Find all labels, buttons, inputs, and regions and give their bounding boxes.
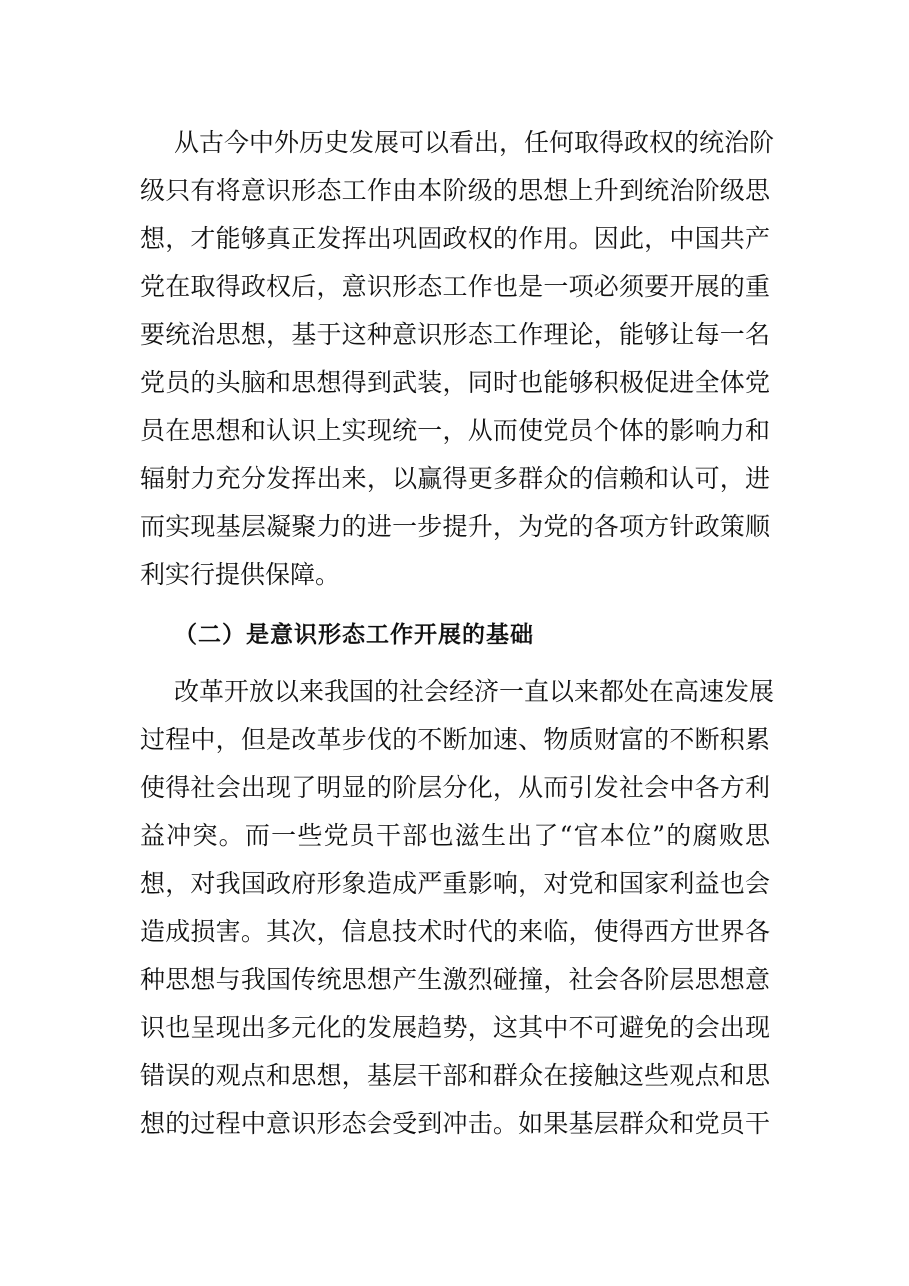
paragraph-line: 种思想与我国传统思想产生激烈碰撞，社会各阶层思想意 — [140, 965, 770, 994]
paragraph-line: 要统治思想，基于这种意识形态工作理论，能够让每一名 — [140, 320, 770, 349]
paragraph-line: 益冲突。而一些党员干部也滋生出了“官本位”的腐败思 — [140, 821, 770, 850]
paragraph-line: 员在思想和认识上实现统一，从而使党员个体的影响力和 — [140, 416, 770, 445]
paragraph-line: 而实现基层凝聚力的进一步提升，为党的各项方针政策顺 — [140, 512, 770, 541]
paragraph-line: 造成损害。其次，信息技术时代的来临，使得西方世界各 — [140, 917, 770, 946]
paragraph-line: 使得社会出现了明显的阶层分化，从而引发社会中各方利 — [140, 773, 770, 802]
paragraph-line: 想，对我国政府形象造成严重影响，对党和国家利益也会 — [140, 869, 770, 898]
paragraph-line: 改革开放以来我国的社会经济一直以来都处在高速发展 — [174, 677, 775, 706]
paragraph-line: 想的过程中意识形态会受到冲击。如果基层群众和党员干 — [140, 1109, 770, 1138]
paragraph-line: 从古今中外历史发展可以看出，任何取得政权的统治阶 — [174, 128, 775, 157]
paragraph-line: 过程中，但是改革步伐的不断加速、物质财富的不断积累 — [140, 725, 770, 754]
paragraph-line: 利实行提供保障。 — [140, 560, 341, 589]
paragraph-line: 党在取得政权后，意识形态工作也是一项必须要开展的重 — [140, 272, 770, 301]
paragraph-line: 想，才能够真正发挥出巩固政权的作用。因此，中国共产 — [140, 224, 770, 253]
paragraph-line: 辐射力充分发挥出来，以赢得更多群众的信赖和认可，进 — [140, 464, 770, 493]
paragraph-line: 级只有将意识形态工作由本阶级的思想上升到统治阶级思 — [140, 176, 770, 205]
paragraph-line: 党员的头脑和思想得到武装，同时也能够积极促进全体党 — [140, 368, 770, 397]
paragraph-line: 错误的观点和思想，基层干部和群众在接触这些观点和思 — [140, 1061, 770, 1090]
section-heading: （二）是意识形态工作开展的基础 — [174, 622, 534, 648]
paragraph-line: 识也呈现出多元化的发展趋势，这其中不可避免的会出现 — [140, 1013, 770, 1042]
